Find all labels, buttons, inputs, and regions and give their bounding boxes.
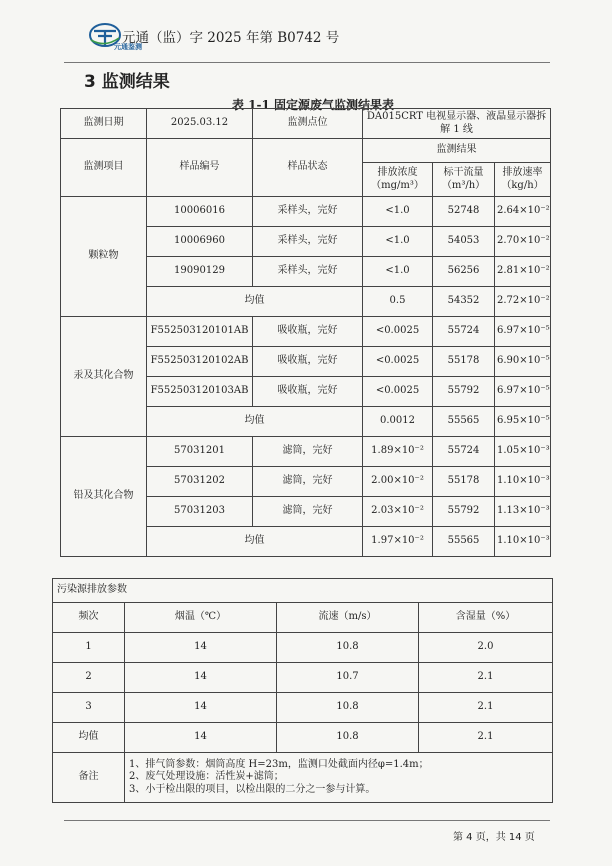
sample-state: 采样头，完好 (253, 257, 363, 287)
table-row (61, 317, 551, 347)
moisture: 2.0 (419, 633, 553, 663)
flow: 56256 (433, 257, 495, 287)
flow: 54053 (433, 227, 495, 257)
concentration: <0.0025 (363, 347, 433, 377)
logo-text: 元通鉴测 (114, 43, 142, 51)
rate: 2.81×10⁻² (495, 257, 551, 287)
sample-state: 吸收瓶，完好 (253, 377, 363, 407)
average-row (53, 723, 553, 753)
average-label: 均值 (147, 287, 363, 317)
concentration: <1.0 (363, 227, 433, 257)
average-label: 均值 (147, 527, 363, 557)
rate: 1.05×10⁻³ (495, 437, 551, 467)
date-label: 监测日期 (61, 109, 147, 139)
date-value: 2025.03.12 (147, 109, 253, 139)
sample-no: F552503120101AB (147, 317, 253, 347)
flow: 55792 (433, 377, 495, 407)
rate: 1.13×10⁻³ (495, 497, 551, 527)
col-sample-no: 样品编号 (147, 139, 253, 197)
header-divider (64, 62, 550, 63)
moisture: 2.1 (419, 723, 553, 753)
concentration: <0.0025 (363, 377, 433, 407)
concentration: 2.00×10⁻² (363, 467, 433, 497)
footer-divider (64, 820, 550, 821)
rate: 6.97×10⁻⁵ (495, 377, 551, 407)
sample-state: 采样头，完好 (253, 197, 363, 227)
col-concentration: 排放浓度（mg/m³） (363, 163, 433, 197)
moisture: 2.1 (419, 693, 553, 723)
table-row (61, 197, 551, 227)
flow: 55792 (433, 497, 495, 527)
temp: 14 (125, 633, 277, 663)
col-results: 监测结果 (363, 139, 551, 163)
rate: 1.10×10⁻³ (495, 527, 551, 557)
col-item: 监测项目 (61, 139, 147, 197)
concentration: 0.0012 (363, 407, 433, 437)
col-flow: 标干流量（m³/h） (433, 163, 495, 197)
temp: 14 (125, 693, 277, 723)
sample-no: 57031201 (147, 437, 253, 467)
flow: 54352 (433, 287, 495, 317)
rate: 2.72×10⁻² (495, 287, 551, 317)
table-row (53, 633, 553, 663)
sample-state: 吸收瓶，完好 (253, 347, 363, 377)
sample-no: F552503120102AB (147, 347, 253, 377)
sample-state: 滤筒，完好 (253, 437, 363, 467)
sample-no: 10006960 (147, 227, 253, 257)
sample-state: 滤筒，完好 (253, 467, 363, 497)
remark-line: 2、废气处理设施：活性炭+滤筒； (129, 771, 284, 783)
freq: 3 (53, 693, 125, 723)
moisture: 2.1 (419, 663, 553, 693)
flow: 55565 (433, 527, 495, 557)
concentration: <1.0 (363, 257, 433, 287)
sample-no: 10006016 (147, 197, 253, 227)
document-number: 元通（监）字 2025 年第 B0742 号 (122, 30, 340, 46)
concentration: <1.0 (363, 197, 433, 227)
speed: 10.8 (277, 723, 419, 753)
temp: 14 (125, 723, 277, 753)
sample-no: 19090129 (147, 257, 253, 287)
point-value: DA015CRT 电视显示器、液晶显示器拆解 1 线 (363, 109, 551, 139)
sample-state: 采样头，完好 (253, 227, 363, 257)
table-row (61, 437, 551, 467)
table-row (53, 693, 553, 723)
rate: 6.95×10⁻⁵ (495, 407, 551, 437)
temp: 14 (125, 663, 277, 693)
page-number: 第 4 页，共 14 页 (453, 832, 535, 843)
table-caption: 表 1-1 固定源废气监测结果表 (232, 98, 395, 112)
sample-state: 滤筒，完好 (253, 497, 363, 527)
concentration: 1.89×10⁻² (363, 437, 433, 467)
remarks (125, 753, 553, 803)
remark-line: 1、排气筒参数：烟筒高度 H=23m，监测口处截面内径φ=1.4m； (129, 758, 429, 770)
col-sample-state: 样品状态 (253, 139, 363, 197)
flow: 52748 (433, 197, 495, 227)
col-freq: 频次 (53, 603, 125, 633)
col-rate: 排放速率（kg/h） (495, 163, 551, 197)
group-name: 铅及其化合物 (61, 437, 147, 557)
section-title: 3 监测结果 (84, 72, 170, 92)
col-moisture: 含湿量（%） (419, 603, 553, 633)
freq: 1 (53, 633, 125, 663)
remark-line: 3、小于检出限的项目，以检出限的二分之一参与计算。 (129, 783, 376, 795)
group-name: 汞及其化合物 (61, 317, 147, 437)
flow: 55178 (433, 347, 495, 377)
average-label: 均值 (147, 407, 363, 437)
flow: 55724 (433, 437, 495, 467)
col-temp: 烟温（℃） (125, 603, 277, 633)
sample-no: 57031203 (147, 497, 253, 527)
freq: 均值 (53, 723, 125, 753)
concentration: 0.5 (363, 287, 433, 317)
flow: 55178 (433, 467, 495, 497)
point-label: 监测点位 (253, 109, 363, 139)
params-title: 污染源排放参数 (53, 579, 553, 603)
rate: 1.10×10⁻³ (495, 467, 551, 497)
sample-no: F552503120103AB (147, 377, 253, 407)
speed: 10.7 (277, 663, 419, 693)
flow: 55724 (433, 317, 495, 347)
rate: 2.64×10⁻² (495, 197, 551, 227)
concentration: 2.03×10⁻² (363, 497, 433, 527)
remark-label: 备注 (53, 753, 125, 803)
emission-parameters-table (52, 578, 553, 803)
group-name: 颗粒物 (61, 197, 147, 317)
emission-results-table (60, 108, 551, 557)
speed: 10.8 (277, 693, 419, 723)
rate: 2.70×10⁻² (495, 227, 551, 257)
col-speed: 流速（m/s） (277, 603, 419, 633)
flow: 55565 (433, 407, 495, 437)
table-row (53, 663, 553, 693)
rate: 6.97×10⁻⁵ (495, 317, 551, 347)
sample-no: 57031202 (147, 467, 253, 497)
freq: 2 (53, 663, 125, 693)
concentration: <0.0025 (363, 317, 433, 347)
rate: 6.90×10⁻⁵ (495, 347, 551, 377)
concentration: 1.97×10⁻² (363, 527, 433, 557)
speed: 10.8 (277, 633, 419, 663)
sample-state: 吸收瓶，完好 (253, 317, 363, 347)
